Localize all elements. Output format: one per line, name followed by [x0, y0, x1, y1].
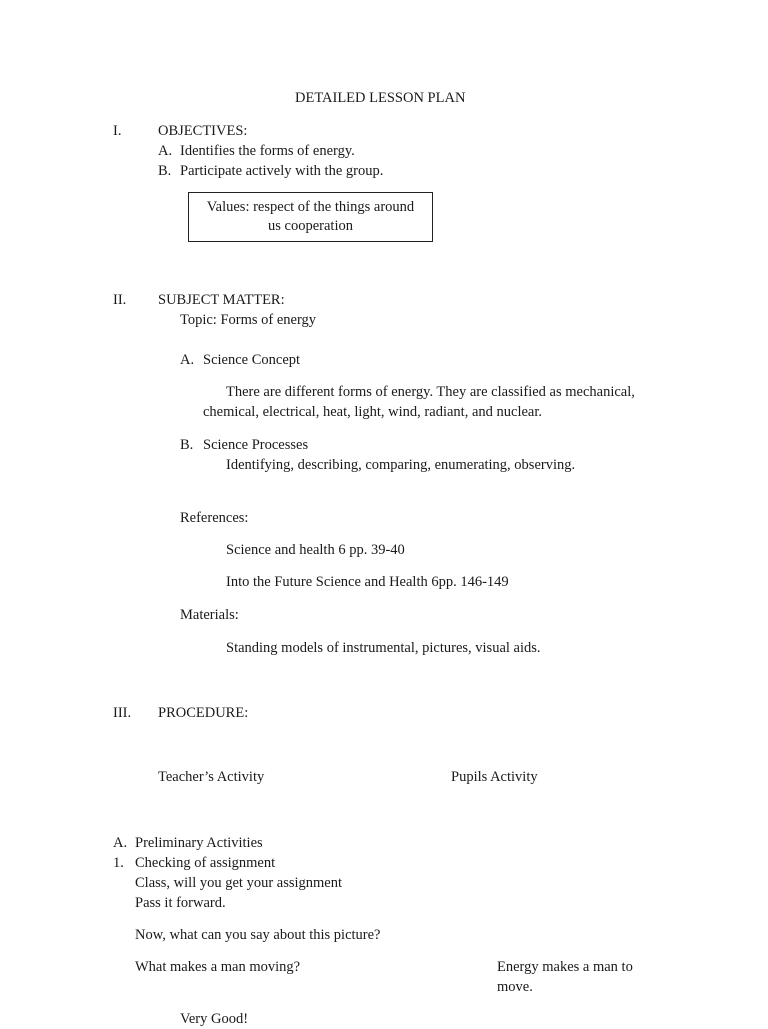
science-concept-line-1: There are different forms of energy. They are classified as mechanical,	[226, 384, 635, 400]
science-processes-marker: B.	[180, 437, 194, 453]
objective-text-b: Participate actively with the group.	[180, 163, 384, 179]
column-header-teacher: Teacher’s Activity	[158, 769, 265, 785]
topic-line: Topic: Forms of energy	[180, 312, 317, 328]
science-processes-text: Identifying, describing, comparing, enumerating, observing.	[226, 457, 576, 473]
objective-marker-a: A.	[158, 143, 173, 159]
preliminary-marker: A.	[113, 835, 128, 851]
science-concept-heading: Science Concept	[203, 352, 301, 368]
section-heading-subject-matter: SUBJECT MATTER:	[158, 292, 285, 308]
materials-text: Standing models of instrumental, pictures, visual aids.	[226, 640, 541, 656]
checking-line-2: Pass it forward.	[135, 895, 226, 911]
science-concept-line-2: chemical, electrical, heat, light, wind, radiant, and nuclear.	[203, 404, 542, 420]
materials-heading: Materials:	[180, 607, 239, 623]
references-heading: References:	[180, 510, 249, 526]
objective-marker-b: B.	[158, 163, 172, 179]
objective-text-a: Identifies the forms of energy.	[180, 143, 355, 159]
column-header-pupils: Pupils Activity	[451, 769, 538, 785]
section-heading-objectives: OBJECTIVES:	[158, 123, 248, 139]
teacher-question-2: What makes a man moving?	[135, 959, 301, 975]
values-line-1: Values: respect of the things around	[206, 199, 415, 215]
preliminary-heading: Preliminary Activities	[135, 835, 263, 851]
section-numeral-subject-matter: II.	[113, 292, 127, 308]
checking-heading: Checking of assignment	[135, 855, 276, 871]
teacher-question-1: Now, what can you say about this picture?	[135, 927, 381, 943]
document-title: DETAILED LESSON PLAN	[295, 90, 466, 106]
values-box	[188, 192, 433, 242]
section-heading-procedure: PROCEDURE:	[158, 705, 249, 721]
science-processes-heading: Science Processes	[203, 437, 309, 453]
checking-line-1: Class, will you get your assignment	[135, 875, 343, 891]
reference-item: Science and health 6 pp. 39-40	[226, 542, 405, 558]
pupil-answer-2-line-2: move.	[497, 979, 533, 995]
checking-marker: 1.	[113, 855, 124, 871]
teacher-praise: Very Good!	[180, 1011, 249, 1027]
pupil-answer-2-line-1: Energy makes a man to	[497, 959, 633, 975]
reference-item: Into the Future Science and Health 6pp. 146-149	[226, 574, 509, 590]
section-numeral-objectives: I.	[113, 123, 122, 139]
values-line-2: us cooperation	[268, 218, 353, 234]
section-numeral-procedure: III.	[113, 705, 132, 721]
science-concept-marker: A.	[180, 352, 195, 368]
